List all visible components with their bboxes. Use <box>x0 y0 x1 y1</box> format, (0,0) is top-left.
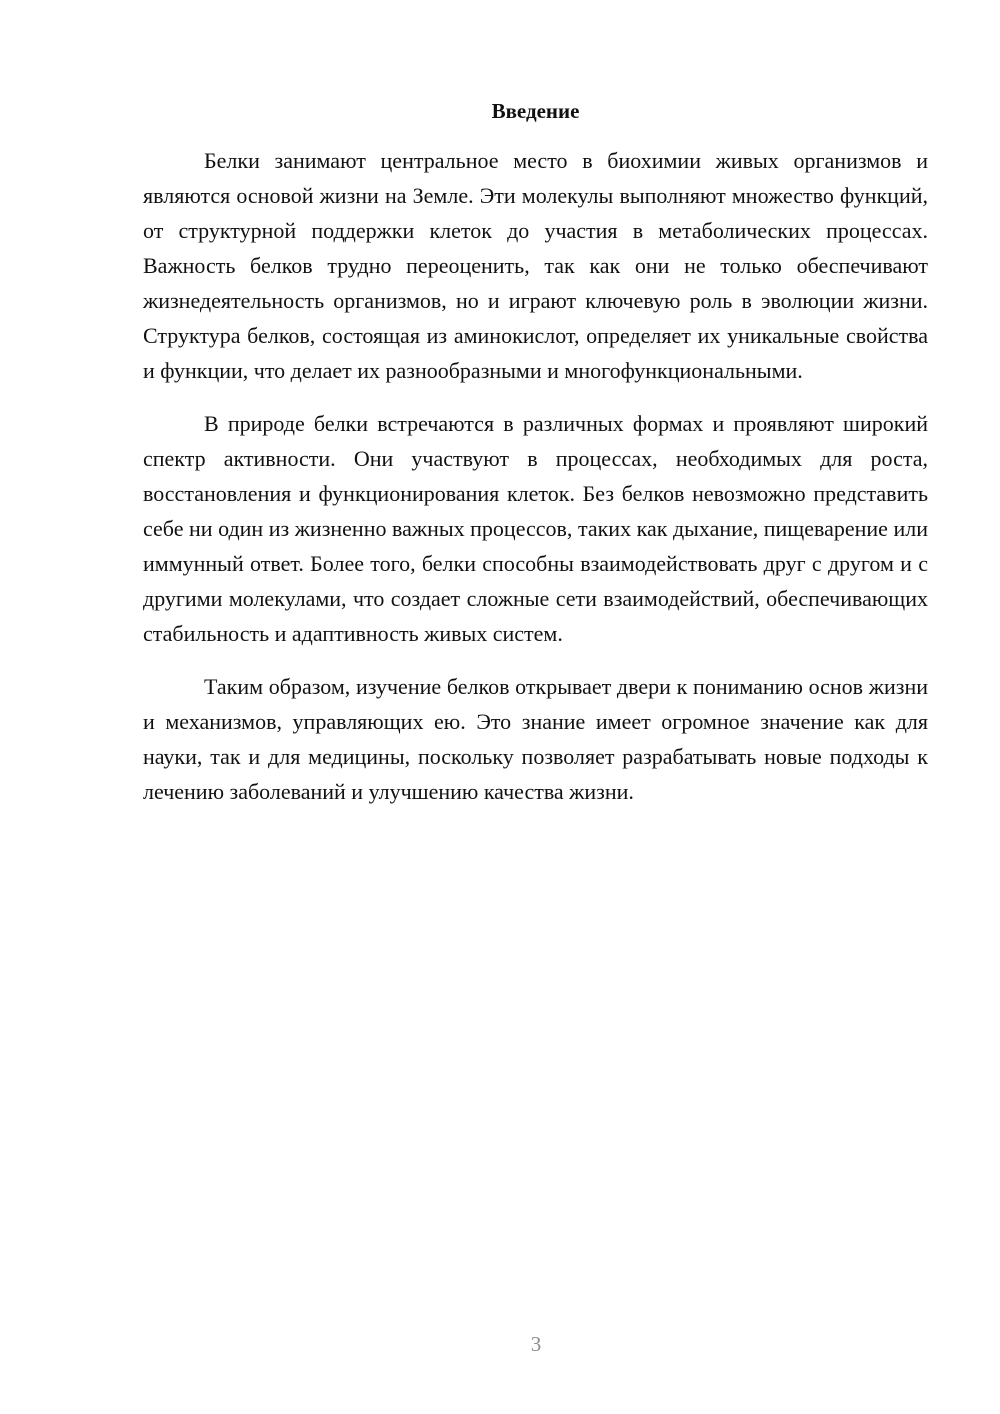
paragraph-3: Таким образом, изучение белков открывает двери к пониманию основ жизни и механизмов, управляющих ею. Это знание имеет огромное значение как для науки, так и для медицины, поскольку позволяет разрабатывать новые подходы к лечению заболеваний и улучшению качества жизни. <box>143 674 928 804</box>
document-body <box>143 96 928 809</box>
paragraph-1: Белки занимают центральное место в биохимии живых организмов и являются основой жизни на Земле. Эти молекулы выполняют множество функций, от структурной поддержки клеток до участия в метаболических процессах. Важность белков трудно переоценить, так как они не только обеспечивают жизнедеятельность организмов, но и играют ключевую роль в эволюции жизни. Структура белков, состоящая из аминокислот, определяет их уникальные свойства и функции, что делает их разнообразными и многофункциональными. <box>143 148 928 383</box>
paragraph-2: В природе белки встречаются в различных формах и проявляют широкий спектр активности. Они участвуют в процессах, необходимых для роста, восстановления и функционирования клеток. Без белков невозможно представить себе ни один из жизненно важных процессов, таких как дыхание, пищеварение или иммунный ответ. Более того, белки способны взаимодействовать друг с другом и с другими молекулами, что создает сложные сети взаимодействий, обеспечивающих стабильность и адаптивность живых систем. <box>143 411 928 646</box>
page-number: 3 <box>530 1332 542 1356</box>
section-heading: Введение <box>491 99 580 123</box>
